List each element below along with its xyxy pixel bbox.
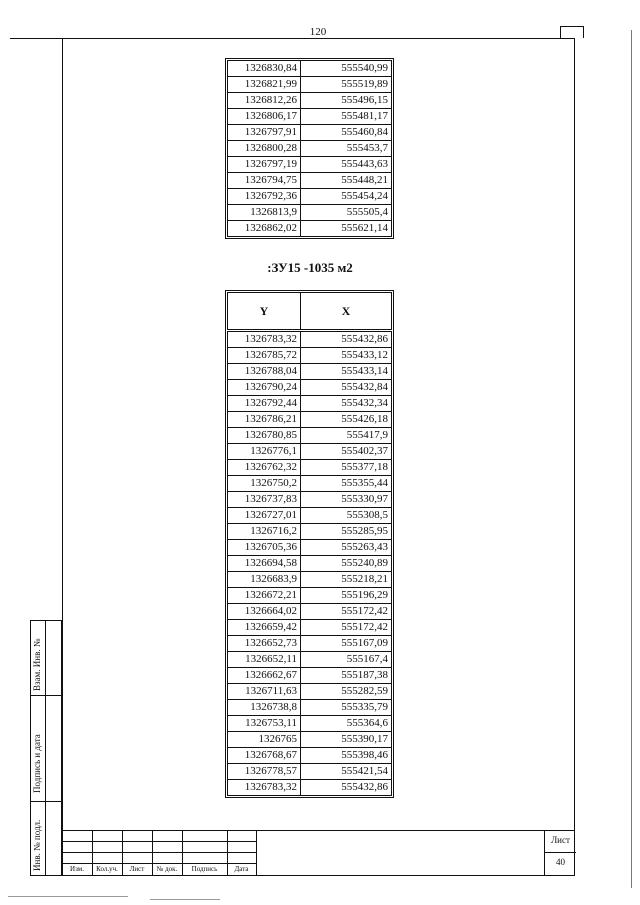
- coord-x: 555426,18: [301, 412, 392, 428]
- coord-y: 1326683,9: [228, 572, 301, 588]
- table-row: [228, 205, 392, 221]
- coord-y: 1326705,36: [228, 540, 301, 556]
- coord-x: 555172,42: [301, 604, 392, 620]
- bottom-rule: [8, 896, 128, 897]
- table-row: [228, 556, 392, 572]
- stamp-col-count: Кол.уч.: [96, 865, 118, 873]
- coord-y: 1326788,04: [228, 364, 301, 380]
- coord-y: 1326797,19: [228, 157, 301, 173]
- coord-y: 1326737,83: [228, 492, 301, 508]
- coord-y: 1326762,32: [228, 460, 301, 476]
- coord-y: 1326821,99: [228, 77, 301, 93]
- coord-x: 555172,42: [301, 620, 392, 636]
- table-row: [228, 684, 392, 700]
- side-divider: [45, 621, 46, 875]
- coordinates-table-main: [227, 292, 392, 796]
- table-row: [228, 157, 392, 173]
- coord-y: 1326797,91: [228, 125, 301, 141]
- coord-x: 555540,99: [301, 61, 392, 77]
- coord-x: 555167,09: [301, 636, 392, 652]
- table-row: [228, 396, 392, 412]
- coord-x: 555285,95: [301, 524, 392, 540]
- coord-x: 555377,18: [301, 460, 392, 476]
- coord-y: 1326783,32: [228, 331, 301, 348]
- table-row: [228, 61, 392, 77]
- table-row: [228, 652, 392, 668]
- table-row: [228, 668, 392, 684]
- bottom-rule: [150, 899, 220, 900]
- table-row: [228, 221, 392, 237]
- coord-y: 1326711,63: [228, 684, 301, 700]
- stamp-col-sheet: Лист: [129, 865, 145, 873]
- table-row: [228, 331, 392, 348]
- coord-y: 1326830,84: [228, 61, 301, 77]
- coord-x: 555390,17: [301, 732, 392, 748]
- table-row: [228, 364, 392, 380]
- coord-x: 555167,4: [301, 652, 392, 668]
- coord-y: 1326794,75: [228, 173, 301, 189]
- coord-x: 555505,4: [301, 205, 392, 221]
- coord-y: 1326753,11: [228, 716, 301, 732]
- coord-x: 555496,15: [301, 93, 392, 109]
- coord-x: 555481,17: [301, 109, 392, 125]
- side-title-block: Взам. Инв. № Подпись и дата Инв. № подл.: [30, 620, 62, 876]
- table-row: [228, 748, 392, 764]
- coord-y: 1326778,57: [228, 764, 301, 780]
- table-row: [228, 716, 392, 732]
- table-row: [228, 125, 392, 141]
- coord-x: 555432,84: [301, 380, 392, 396]
- coord-y: 1326738,8: [228, 700, 301, 716]
- coord-x: 555355,44: [301, 476, 392, 492]
- table-row: [228, 77, 392, 93]
- table-row: [228, 764, 392, 780]
- table-row: [228, 428, 392, 444]
- coord-x: 555454,24: [301, 189, 392, 205]
- table-row: [228, 524, 392, 540]
- coord-x: 555460,84: [301, 125, 392, 141]
- coord-x: 555443,63: [301, 157, 392, 173]
- coord-y: 1326659,42: [228, 620, 301, 636]
- table-row: [228, 540, 392, 556]
- coord-x: 555519,89: [301, 77, 392, 93]
- table-row: [228, 460, 392, 476]
- table-row: [228, 380, 392, 396]
- table-row: [228, 93, 392, 109]
- table-row: [228, 620, 392, 636]
- table-row: [228, 700, 392, 716]
- table-row: [228, 109, 392, 125]
- coord-y: 1326783,32: [228, 780, 301, 796]
- table-row: [228, 173, 392, 189]
- coord-x: 555263,43: [301, 540, 392, 556]
- coord-x: 555421,54: [301, 764, 392, 780]
- coord-y: 1326716,2: [228, 524, 301, 540]
- coord-x: 555453,7: [301, 141, 392, 157]
- table-row: [228, 348, 392, 364]
- coord-y: 1326780,85: [228, 428, 301, 444]
- coord-y: 1326792,36: [228, 189, 301, 205]
- table-row: [228, 588, 392, 604]
- coord-y: 1326812,26: [228, 93, 301, 109]
- coord-x: 555433,12: [301, 348, 392, 364]
- coord-y: 1326662,67: [228, 668, 301, 684]
- table-row: [228, 732, 392, 748]
- coord-x: 555432,34: [301, 396, 392, 412]
- coord-x: 555417,9: [301, 428, 392, 444]
- coordinates-table-top: [227, 60, 392, 237]
- frame-corner: [560, 26, 584, 38]
- coord-y: 1326806,17: [228, 109, 301, 125]
- coord-x: 555218,21: [301, 572, 392, 588]
- sheet-number: 40: [556, 857, 565, 867]
- coord-y: 1326862,02: [228, 221, 301, 237]
- page-number: 120: [309, 26, 327, 38]
- coord-x: 555364,6: [301, 716, 392, 732]
- coord-y: 1326750,2: [228, 476, 301, 492]
- coord-y: 1326792,44: [228, 396, 301, 412]
- sheet-label: Лист: [551, 835, 570, 845]
- table-row: [228, 508, 392, 524]
- side-row-divider: [31, 801, 61, 802]
- coord-y: 1326652,11: [228, 652, 301, 668]
- stamp-col-doc: № док.: [156, 865, 178, 873]
- coord-y: 1326672,21: [228, 588, 301, 604]
- coord-x: 555398,46: [301, 748, 392, 764]
- coord-y: 1326694,58: [228, 556, 301, 572]
- coord-y: 1326765: [228, 732, 301, 748]
- coord-x: 555240,89: [301, 556, 392, 572]
- coord-x: 555187,38: [301, 668, 392, 684]
- coord-y: 1326768,67: [228, 748, 301, 764]
- coord-y: 1326776,1: [228, 444, 301, 460]
- stamp-col-date: Дата: [234, 865, 249, 873]
- table-row: [228, 604, 392, 620]
- coord-y: 1326664,02: [228, 604, 301, 620]
- coord-y: 1326727,01: [228, 508, 301, 524]
- coord-x: 555433,14: [301, 364, 392, 380]
- table-row: [228, 444, 392, 460]
- section-title: :ЗУ15 -1035 м2: [267, 260, 353, 275]
- coord-y: 1326800,28: [228, 141, 301, 157]
- coord-y: 1326813,9: [228, 205, 301, 221]
- coord-x: 555308,5: [301, 508, 392, 524]
- stamp-col-signature: Подпись: [191, 865, 218, 873]
- coord-y: 1326790,24: [228, 380, 301, 396]
- edge-line: [631, 30, 632, 888]
- column-header-x: X: [301, 293, 392, 331]
- table-row: [228, 492, 392, 508]
- coord-x: 555196,29: [301, 588, 392, 604]
- coord-x: 555432,86: [301, 780, 392, 796]
- coord-x: 555448,21: [301, 173, 392, 189]
- sheet-box: [544, 830, 576, 876]
- coord-y: 1326785,72: [228, 348, 301, 364]
- coord-y: 1326652,73: [228, 636, 301, 652]
- table-row: [228, 572, 392, 588]
- coord-x: 555402,37: [301, 444, 392, 460]
- table-row: [228, 189, 392, 205]
- coord-x: 555432,86: [301, 331, 392, 348]
- coord-x: 555282,59: [301, 684, 392, 700]
- table-row: [228, 412, 392, 428]
- stamp-col-change: Изм.: [70, 865, 84, 873]
- table-row: [228, 141, 392, 157]
- side-row-divider: [31, 695, 61, 696]
- coord-x: 555335,79: [301, 700, 392, 716]
- title-block: [62, 830, 575, 876]
- table-row: [228, 636, 392, 652]
- coord-x: 555621,14: [301, 221, 392, 237]
- table-row: [228, 476, 392, 492]
- column-header-y: Y: [228, 293, 301, 331]
- table-row: [228, 780, 392, 796]
- coord-y: 1326786,21: [228, 412, 301, 428]
- coord-x: 555330,97: [301, 492, 392, 508]
